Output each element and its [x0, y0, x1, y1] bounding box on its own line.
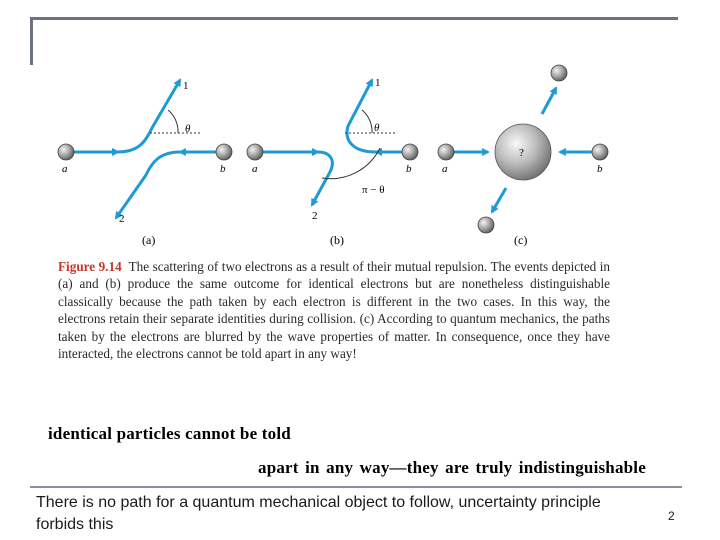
label-a-b: a: [252, 163, 258, 175]
scattering-figure: [0, 0, 720, 260]
page-number: 2: [668, 509, 675, 523]
electron-out-down: [478, 217, 494, 233]
caption-text: The scattering of two electrons as a result of their mutual repulsion. The events depicted in (a) and (b) produce the same outcome for identical electrons but are nonetheless distinguishable classically because the path taken by each electron is different in the two cases. In this way, the electrons retain their separate identities during collision. (c) According to quantum mechanics, the paths taken by the electrons are blurred by the wave properties of matter. In consequence, once they have interacted, the electrons cannot be told apart in any way!: [58, 259, 610, 362]
label-theta: θ: [185, 123, 191, 135]
slide-frame-bottom: [30, 486, 682, 488]
electron-b: [216, 144, 232, 160]
electron-a-b: [247, 144, 263, 160]
panel-c: [438, 65, 608, 247]
electron-a-c: [438, 144, 454, 160]
electron-a: [58, 144, 74, 160]
panel-label-c: (c): [514, 233, 528, 247]
label-theta-b: θ: [374, 122, 380, 134]
path-c-down: [492, 188, 506, 212]
tagline-line-2: apart in any way—they are truly indistinguishable: [258, 458, 646, 477]
unknown-mark: ?: [519, 147, 524, 159]
label-path-1: 1: [183, 80, 189, 92]
label-pi-minus-theta: π − θ: [362, 184, 385, 196]
figure-caption: [58, 258, 610, 362]
label-b: b: [220, 163, 226, 175]
path-b-lower: [116, 152, 180, 218]
label-path-2-b: 2: [312, 210, 318, 222]
path-c-up: [542, 88, 556, 114]
panel-label-b: (b): [330, 233, 344, 247]
panel-b: [247, 77, 418, 247]
label-path-2: 2: [119, 213, 125, 225]
label-path-1-b: 1: [375, 77, 381, 89]
panel-label-a: (a): [142, 233, 156, 247]
label-b-b: b: [406, 163, 412, 175]
electron-b-c: [592, 144, 608, 160]
electron-b-b: [402, 144, 418, 160]
panel-a: [58, 80, 232, 247]
path-a-upper: [118, 80, 180, 152]
footer-text: There is no path for a quantum mechanical object to follow, uncertainty principle forbids this: [36, 494, 601, 533]
path-b-b-out: [347, 80, 376, 152]
tagline-line-1: identical particles cannot be told: [48, 424, 291, 443]
label-a-c: a: [442, 163, 448, 175]
label-a: a: [62, 163, 68, 175]
figure-label: Figure 9.14: [58, 259, 122, 274]
electron-out-up: [551, 65, 567, 81]
label-b-c: b: [597, 163, 603, 175]
